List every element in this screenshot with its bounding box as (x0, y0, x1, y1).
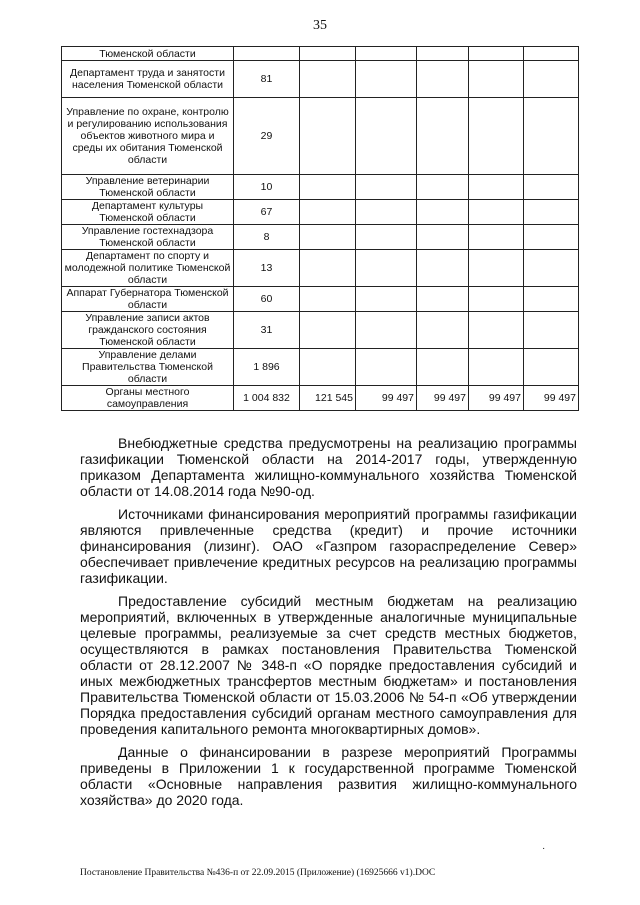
value-cell: 99 497 (524, 386, 579, 411)
value-cell (524, 349, 579, 386)
value-cell (469, 61, 524, 98)
org-name-cell: Тюменской области (62, 47, 234, 61)
value-cell (469, 349, 524, 386)
paragraph: Источниками финансирования мероприятий программы газификации являются привлеченные средства (кредит) и прочие источники финансирования (лизинг). ОАО «Газпром газораспределение Север» обеспечивает привлечение кредитных ресурсов на реализацию программы газификации. (80, 506, 577, 586)
body-text (80, 435, 577, 815)
value-cell: 13 (234, 250, 300, 287)
value-cell (524, 312, 579, 349)
value-cell (469, 98, 524, 175)
value-cell (524, 98, 579, 175)
value-cell (300, 287, 356, 312)
table-row (62, 98, 579, 175)
value-cell (356, 200, 417, 225)
value-cell: 99 497 (417, 386, 469, 411)
value-cell: 8 (234, 225, 300, 250)
table-row (62, 47, 579, 61)
value-cell (417, 287, 469, 312)
value-cell (469, 47, 524, 61)
value-cell (356, 287, 417, 312)
value-cell (417, 98, 469, 175)
funding-table (61, 46, 579, 411)
value-cell (417, 47, 469, 61)
value-cell: 99 497 (469, 386, 524, 411)
value-cell (300, 175, 356, 200)
value-cell (300, 225, 356, 250)
value-cell (417, 250, 469, 287)
table-row (62, 386, 579, 411)
value-cell (417, 61, 469, 98)
value-cell: 60 (234, 287, 300, 312)
value-cell (417, 312, 469, 349)
value-cell: 31 (234, 312, 300, 349)
document-footer: Постановление Правительства №436-п от 22.09.2015 (Приложение) (16925666 v1).DOC (80, 868, 436, 878)
value-cell (524, 225, 579, 250)
value-cell (300, 61, 356, 98)
org-name-cell: Департамент по спорту и молодежной политике Тюменской области (62, 250, 234, 287)
table-row (62, 287, 579, 312)
org-name-cell: Управление по охране, контролю и регулированию использования объектов животного мира и среды их обитания Тюменской области (62, 98, 234, 175)
value-cell: 10 (234, 175, 300, 200)
value-cell (300, 250, 356, 287)
table-row (62, 175, 579, 200)
value-cell (469, 250, 524, 287)
org-name-cell: Департамент культуры Тюменской области (62, 200, 234, 225)
org-name-cell: Управление гостехнадзора Тюменской области (62, 225, 234, 250)
value-cell: 121 545 (300, 386, 356, 411)
value-cell (469, 200, 524, 225)
value-cell (300, 349, 356, 386)
value-cell (524, 47, 579, 61)
value-cell: 99 497 (356, 386, 417, 411)
value-cell (524, 200, 579, 225)
org-name-cell: Управление делами Правительства Тюменской области (62, 349, 234, 386)
org-name-cell: Департамент труда и занятости населения Тюменской области (62, 61, 234, 98)
table-row (62, 225, 579, 250)
value-cell: 29 (234, 98, 300, 175)
table-row (62, 312, 579, 349)
page-number: 35 (313, 18, 327, 33)
value-cell (524, 287, 579, 312)
value-cell (300, 312, 356, 349)
value-cell (356, 98, 417, 175)
org-name-cell: Управление ветеринарии Тюменской области (62, 175, 234, 200)
value-cell (356, 250, 417, 287)
value-cell (356, 349, 417, 386)
value-cell (417, 200, 469, 225)
value-cell (300, 98, 356, 175)
table-row (62, 349, 579, 386)
org-name-cell: Управление записи актов гражданского состояния Тюменской области (62, 312, 234, 349)
value-cell (234, 47, 300, 61)
value-cell (356, 312, 417, 349)
value-cell (469, 225, 524, 250)
value-cell (417, 175, 469, 200)
margin-mark: · (542, 843, 546, 854)
value-cell (524, 250, 579, 287)
value-cell (524, 175, 579, 200)
value-cell: 67 (234, 200, 300, 225)
value-cell (356, 47, 417, 61)
value-cell (469, 175, 524, 200)
value-cell (356, 61, 417, 98)
org-name-cell: Аппарат Губернатора Тюменской области (62, 287, 234, 312)
value-cell: 1 004 832 (234, 386, 300, 411)
value-cell (300, 200, 356, 225)
value-cell (417, 349, 469, 386)
value-cell (524, 61, 579, 98)
value-cell (469, 287, 524, 312)
value-cell (469, 312, 524, 349)
value-cell: 1 896 (234, 349, 300, 386)
value-cell (417, 225, 469, 250)
table-row (62, 200, 579, 225)
value-cell (356, 175, 417, 200)
value-cell (300, 47, 356, 61)
org-name-cell: Органы местного самоуправления (62, 386, 234, 411)
table-row (62, 250, 579, 287)
value-cell (356, 225, 417, 250)
table-row (62, 61, 579, 98)
paragraph: Внебюджетные средства предусмотрены на реализацию программы газификации Тюменской области на 2014-2017 годы, утвержденную приказом Департамента жилищно-коммунального хозяйства Тюменской области от 14.08.2014 года №90-од. (80, 435, 577, 499)
value-cell: 81 (234, 61, 300, 98)
paragraph: Предоставление субсидий местным бюджетам на реализацию мероприятий, включенных в утвержденные аналогичные муниципальные целевые программы, реализуемые за счет средств местных бюджетов, осуществляются в рамках постановления Правительства Тюменской области от 28.12.2007 № 348-п «О порядке предоставления субсидий и иных межбюджетных трансфертов местным бюджетам» и постановления Правительства Тюменской области от 15.03.2006 № 54-п «Об утверждении Порядка предоставления субсидий органам местного самоуправления для проведения капитального ремонта многоквартирных домов». (80, 593, 577, 737)
paragraph: Данные о финансировании в разрезе мероприятий Программы приведены в Приложении 1 к государственной программе Тюменской области «Основные направления развития жилищно-коммунального хозяйства» до 2020 года. (80, 744, 577, 808)
